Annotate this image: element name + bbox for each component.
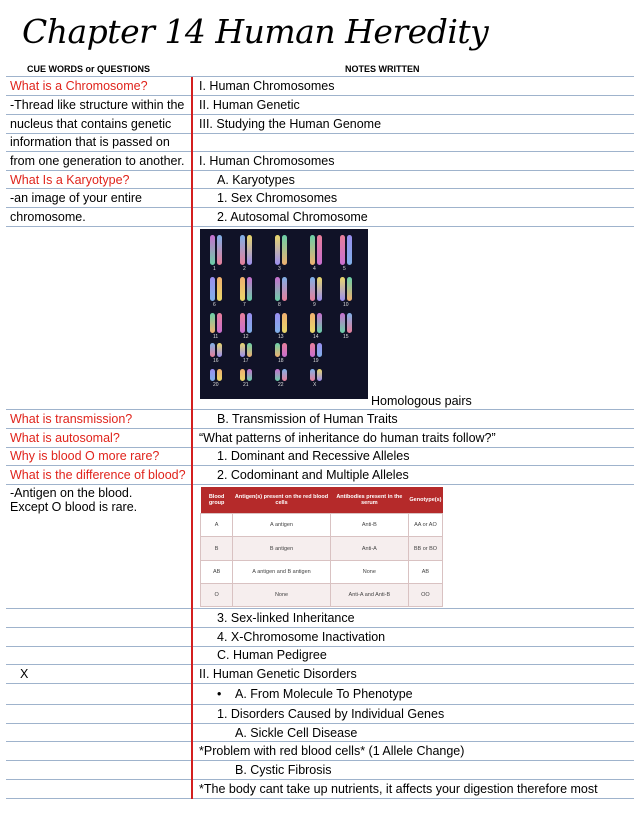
chromosome-shape — [210, 343, 215, 357]
rule-line — [6, 170, 634, 171]
chromosome-shape — [275, 343, 280, 357]
note-line: A. Sickle Cell Disease — [235, 726, 358, 740]
chromosome-shape — [210, 369, 215, 381]
chromosome-shape — [310, 235, 315, 265]
chromosome-shape — [247, 235, 252, 265]
rule-line — [6, 188, 634, 189]
table-cell: None — [233, 583, 331, 606]
table-cell: A antigen and B antigen — [233, 560, 331, 583]
chromosome-shape — [240, 313, 245, 333]
rule-line — [6, 207, 634, 208]
karyotype-number: 15 — [343, 334, 349, 340]
note-line: “What patterns of inheritance do human traits follow?” — [199, 431, 496, 445]
cue-question: What is autosomal? — [10, 431, 120, 445]
table-header-cell: Blood group — [201, 487, 233, 514]
chromosome-shape — [217, 235, 222, 265]
cue-mark: X — [20, 667, 29, 681]
note-line: B. Cystic Fibrosis — [235, 763, 332, 777]
cue-answer: -Thread like structure within the — [10, 98, 185, 112]
karyotype-number: 19 — [313, 358, 319, 364]
cue-column-header: CUE WORDS or QUESTIONS — [27, 64, 151, 74]
chromosome-shape — [247, 343, 252, 357]
karyotype-number: 8 — [278, 302, 281, 308]
karyotype-number: 22 — [278, 382, 284, 388]
karyotype-number: X — [313, 382, 317, 388]
cue-answer: nucleus that contains genetic — [10, 117, 172, 131]
table-cell: BB or BO — [408, 537, 442, 560]
karyotype-number: 20 — [213, 382, 219, 388]
karyotype-number: 9 — [313, 302, 316, 308]
chromosome-shape — [340, 313, 345, 333]
chromosome-shape — [340, 235, 345, 265]
page-title: Chapter 14 Human Heredity — [22, 12, 489, 51]
table-row — [201, 560, 443, 583]
cue-answer: -Antigen on the blood. — [10, 486, 133, 500]
karyotype-number: 14 — [313, 334, 319, 340]
karyotype-number: 7 — [243, 302, 246, 308]
chromosome-shape — [347, 235, 352, 265]
table-cell: AA or AO — [408, 514, 442, 537]
chromosome-shape — [240, 343, 245, 357]
chromosome-shape — [247, 313, 252, 333]
chromosome-shape — [282, 343, 287, 357]
cue-question: What is the difference of blood? — [10, 468, 186, 482]
note-line: 4. X-Chromosome Inactivation — [217, 630, 386, 644]
table-cell: None — [330, 560, 408, 583]
note-line: II. Human Genetic Disorders — [199, 667, 357, 681]
rule-line — [6, 683, 634, 684]
note-line: III. Studying the Human Genome — [199, 117, 382, 131]
cue-question: Why is blood O more rare? — [10, 449, 160, 463]
chromosome-shape — [317, 313, 322, 333]
chromosome-shape — [282, 277, 287, 301]
table-cell: AB — [408, 560, 442, 583]
chromosome-shape — [240, 235, 245, 265]
rule-line — [6, 779, 634, 780]
margin-line — [191, 77, 193, 799]
table-cell: A antigen — [233, 514, 331, 537]
rule-line — [6, 465, 634, 466]
chromosome-shape — [210, 235, 215, 265]
note-line: 1. Disorders Caused by Individual Genes — [217, 707, 445, 721]
chromosome-shape — [347, 277, 352, 301]
chromosome-shape — [240, 369, 245, 381]
cue-question: What is a Chromosome? — [10, 79, 148, 93]
rule-line — [6, 627, 634, 628]
chromosome-shape — [275, 313, 280, 333]
rule-line — [6, 723, 634, 724]
cue-answer: -an image of your entire — [10, 191, 143, 205]
karyotype-number: 3 — [278, 266, 281, 272]
blood-group-table — [200, 487, 443, 607]
chromosome-shape — [347, 313, 352, 333]
cue-answer: information that is passed on — [10, 135, 170, 149]
rule-line — [6, 741, 634, 742]
chromosome-shape — [217, 277, 222, 301]
note-line: 2. Codominant and Multiple Alleles — [217, 468, 409, 482]
chromosome-shape — [317, 277, 322, 301]
note-line: 1. Sex Chromosomes — [217, 191, 338, 205]
chromosome-shape — [217, 343, 222, 357]
chromosome-shape — [247, 369, 252, 381]
rule-line — [6, 608, 634, 609]
karyotype-number: 10 — [343, 302, 349, 308]
notes-column-header: NOTES WRITTEN — [345, 64, 420, 74]
table-row — [201, 537, 443, 560]
chromosome-shape — [275, 235, 280, 265]
chromosome-shape — [282, 235, 287, 265]
note-line: B. Transmission of Human Traits — [217, 412, 398, 426]
karyotype-number: 21 — [243, 382, 249, 388]
karyotype-number: 5 — [343, 266, 346, 272]
table-cell: Anti-A — [330, 537, 408, 560]
table-cell: B — [201, 537, 233, 560]
rule-line — [6, 226, 634, 227]
chromosome-shape — [282, 369, 287, 381]
chromosome-shape — [317, 343, 322, 357]
rule-line — [6, 664, 634, 665]
note-line: 1. Dominant and Recessive Alleles — [217, 449, 410, 463]
table-cell: O — [201, 583, 233, 606]
chromosome-shape — [310, 313, 315, 333]
note-line: 3. Sex-linked Inheritance — [217, 611, 355, 625]
chromosome-shape — [210, 313, 215, 333]
rule-line — [6, 133, 634, 134]
table-cell: OO — [408, 583, 442, 606]
karyotype-number: 18 — [278, 358, 284, 364]
chromosome-shape — [340, 277, 345, 301]
karyotype-number: 4 — [313, 266, 316, 272]
rule-line — [6, 409, 634, 410]
chromosome-shape — [210, 277, 215, 301]
karyotype-number: 1 — [213, 266, 216, 272]
rule-line — [6, 646, 634, 647]
image-caption: Homologous pairs — [371, 394, 472, 408]
chromosome-shape — [275, 369, 280, 381]
cue-question: What Is a Karyotype? — [10, 173, 130, 187]
karyotype-number: 17 — [243, 358, 249, 364]
table-header-cell: Antigen(s) present on the red blood cells — [233, 487, 331, 514]
rule-line — [6, 484, 634, 485]
chromosome-shape — [217, 313, 222, 333]
chromosome-shape — [310, 343, 315, 357]
karyotype-number: 12 — [243, 334, 249, 340]
table-header-row — [201, 487, 443, 514]
rule-line — [6, 704, 634, 705]
note-line: C. Human Pedigree — [217, 648, 327, 662]
cue-answer: Except O blood is rare. — [10, 500, 138, 514]
chromosome-shape — [310, 369, 315, 381]
rule-line — [6, 760, 634, 761]
rule-line — [6, 447, 634, 448]
cue-answer: chromosome. — [10, 210, 86, 224]
rule-line — [6, 428, 634, 429]
chromosome-shape — [317, 369, 322, 381]
rule-line — [6, 798, 634, 799]
chromosome-shape — [310, 277, 315, 301]
cue-question: What is transmission? — [10, 412, 133, 426]
table-cell: Anti-A and Anti-B — [330, 583, 408, 606]
rule-line — [6, 95, 634, 96]
note-line: *The body cant take up nutrients, it affects your digestion therefore most — [199, 782, 598, 796]
rule-line — [6, 114, 634, 115]
table-row — [201, 583, 443, 606]
rule-line — [6, 76, 634, 77]
karyotype-number: 2 — [243, 266, 246, 272]
note-line: I. Human Chromosomes — [199, 79, 335, 93]
karyotype-number: 6 — [213, 302, 216, 308]
table-header-cell: Genotype(s) — [408, 487, 442, 514]
bullet-icon: • — [217, 687, 222, 701]
table-cell: B antigen — [233, 537, 331, 560]
chromosome-shape — [240, 277, 245, 301]
rule-line — [6, 151, 634, 152]
chromosome-shape — [275, 277, 280, 301]
karyotype-number: 13 — [278, 334, 284, 340]
karyotype-image — [200, 229, 368, 399]
note-line: II. Human Genetic — [199, 98, 300, 112]
chromosome-shape — [317, 235, 322, 265]
note-line: *Problem with red blood cells* (1 Allele Change) — [199, 744, 465, 758]
karyotype-number: 11 — [213, 334, 219, 340]
note-line: A. Karyotypes — [217, 173, 295, 187]
table-row — [201, 514, 443, 537]
note-line: A. From Molecule To Phenotype — [235, 687, 413, 701]
note-line: I. Human Chromosomes — [199, 154, 335, 168]
table-cell: Anti-B — [330, 514, 408, 537]
karyotype-number: 16 — [213, 358, 219, 364]
table-cell: AB — [201, 560, 233, 583]
table-header-cell: Antibodies present in the serum — [330, 487, 408, 514]
cue-answer: from one generation to another. — [10, 154, 185, 168]
chromosome-shape — [247, 277, 252, 301]
table-cell: A — [201, 514, 233, 537]
note-line: 2. Autosomal Chromosome — [217, 210, 368, 224]
chromosome-shape — [282, 313, 287, 333]
chromosome-shape — [217, 369, 222, 381]
